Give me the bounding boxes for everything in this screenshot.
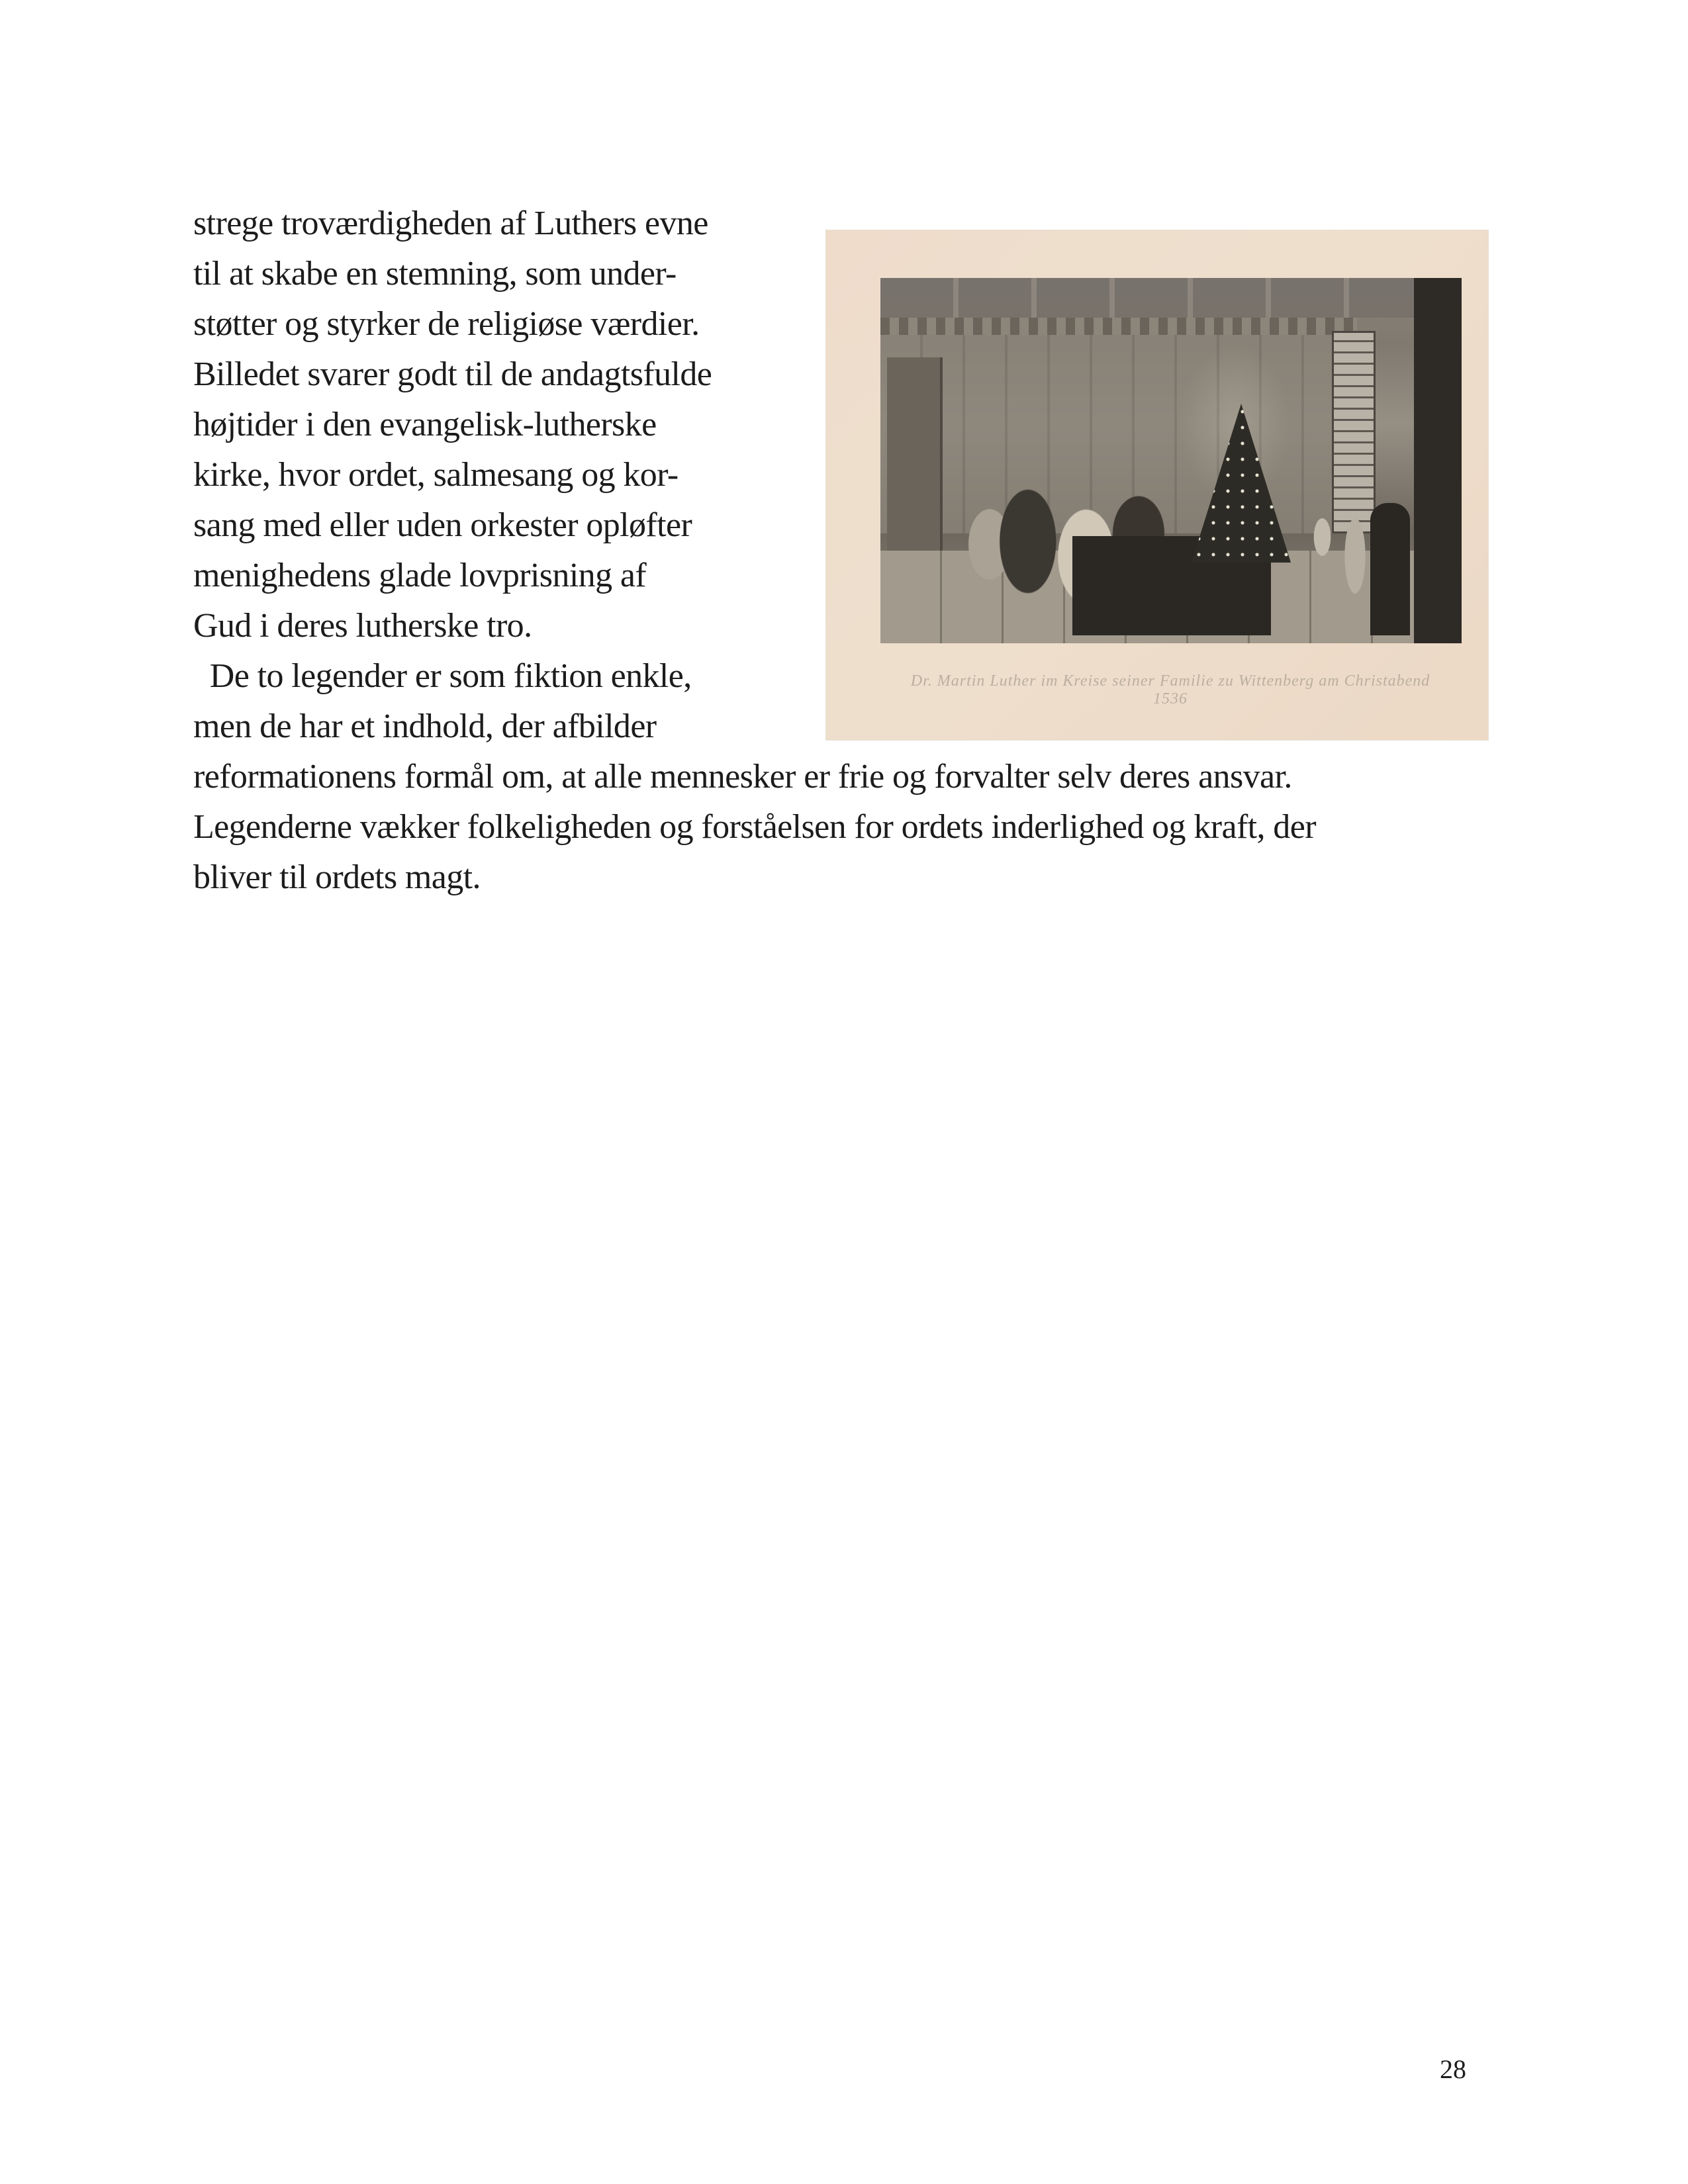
text-line-full: reformationens formål om, at alle mennesker er frie og forvalter selv deres ansvar. (193, 758, 1292, 796)
text-line: støtter og styrker de religiøse værdier. (193, 305, 700, 343)
children (1304, 493, 1377, 619)
text-line: strege troværdigheden af Luthers evne (193, 205, 708, 242)
text-line-indented: De to legender er som fiktion enkle, (193, 657, 692, 695)
engraving-figure (826, 230, 1488, 740)
carved-bench (1370, 503, 1410, 635)
wall-frieze (880, 318, 1357, 335)
tiled-stove (887, 357, 943, 582)
dark-doorway (1414, 278, 1462, 643)
text-line: men de har et indhold, der afbilder (193, 707, 657, 745)
text-line: højtider i den evangelisk-lutherske (193, 406, 657, 443)
engraving-caption: Dr. Martin Luther im Kreise seiner Familie zu Wittenberg am Christabend 1536 (910, 672, 1430, 707)
text-line: Gud i deres lutherske tro. (193, 607, 532, 645)
text-line: kirke, hvor ordet, salmesang og kor- (193, 456, 679, 494)
page-number: 28 (1440, 2054, 1466, 2084)
text-line: sang med eller uden orkester opløfter (193, 506, 692, 544)
text-line-full: bliver til ordets magt. (193, 858, 481, 896)
ceiling-beams (880, 278, 1462, 318)
text-line: Billedet svarer godt til de andagtsfulde (193, 355, 712, 393)
engraving-image (880, 278, 1462, 643)
text-line-full: Legenderne vækker folkeligheden og forståelsen for ordets inderlighed og kraft, der (193, 808, 1316, 846)
text-line: menighedens glade lovprisning af (193, 557, 647, 594)
text-line: til at skabe en stemning, som under- (193, 255, 677, 293)
